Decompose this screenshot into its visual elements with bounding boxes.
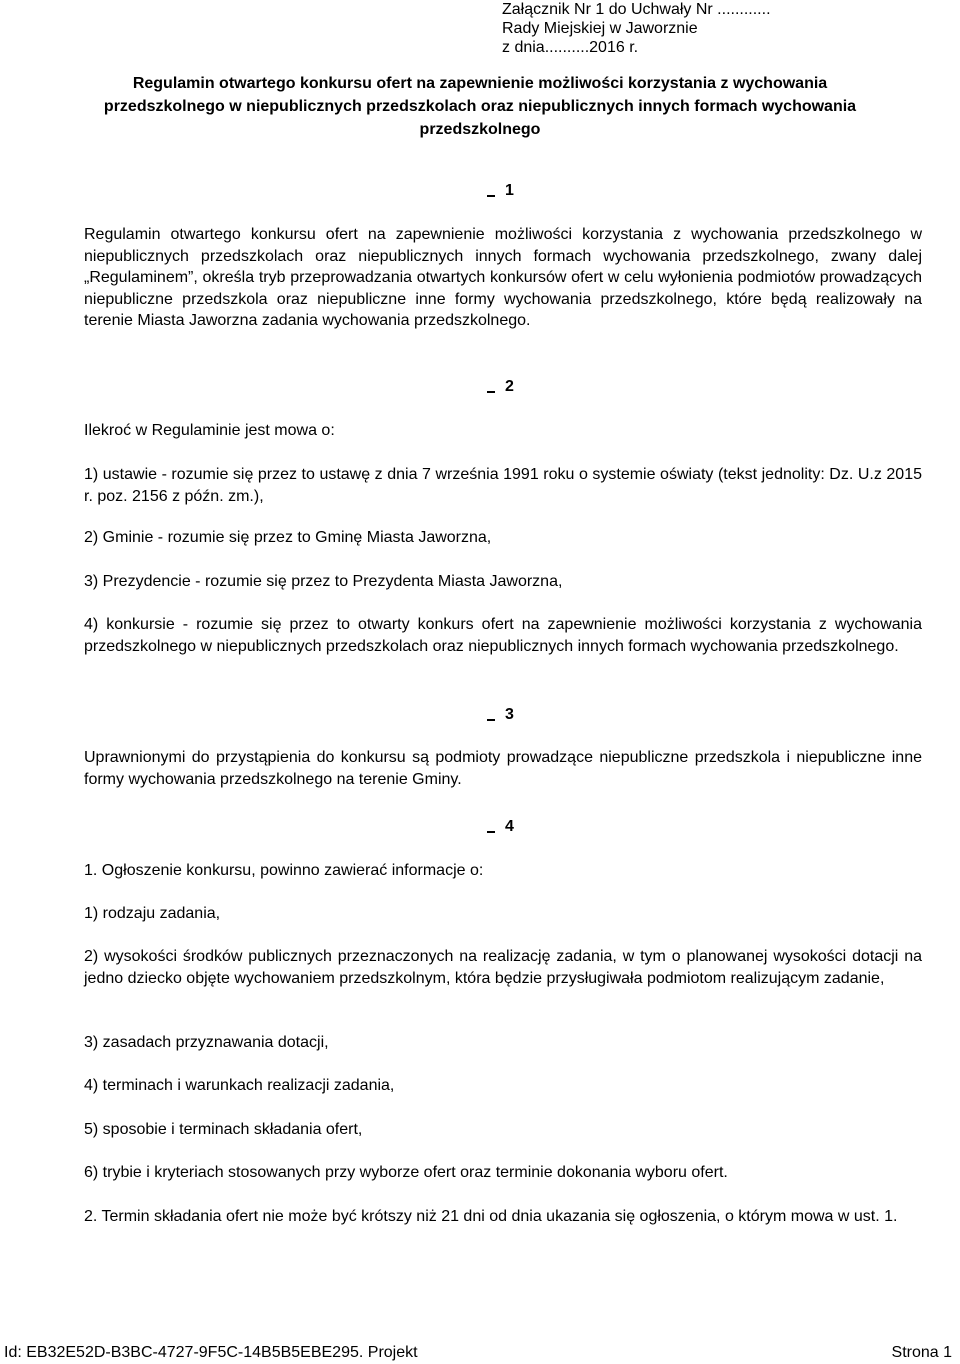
section-mark-icon [487,711,495,721]
section-mark-icon [487,187,495,197]
section-1-heading [487,182,514,200]
section-2-number: 2 [505,378,514,395]
section-2-item-3: 3) Prezydencie - rozumie się przez to Prezydenta Miasta Jaworzna, [84,573,563,590]
section-3-text: Uprawnionymi do przystąpienia do konkursu są podmioty prowadzące niepubliczne przedszkola i niepubliczne inne formy wychowania przedszkolnego na terenie Gminy. [84,749,922,788]
section-1-text: Regulamin otwartego konkursu ofert na zapewnienie możliwości korzystania z wychowania przedszkolnego w niepublicznych przedszkolach oraz niepublicznych innych formach wychowania przedszkolnego, zwany dalej „Regulaminem”, określa tryb przeprowadzania otwartych konkursów ofert w celu wyłonienia podmiotów prowadzących niepubliczne przedszkola oraz niepubliczne inne formy wychowania przedszkolnego, które będą realizowały na terenie Miasta Jaworzna zadania wychowania przedszkolnego. [84,226,922,329]
section-mark-icon [487,383,495,393]
section-4-item-6: 6) trybie i kryteriach stosowanych przy wyborze ofert oraz terminie dokonania wyboru ofert. [84,1164,728,1181]
section-3-heading [487,706,514,724]
section-4-item-5: 5) sposobie i terminach składania ofert, [84,1121,363,1138]
header-line-1: Załącznik Nr 1 do Uchwały Nr ............ [502,1,771,18]
section-4-item-4: 4) terminach i warunkach realizacji zadania, [84,1077,395,1094]
section-2-item-4: 4) konkursie - rozumie się przez to otwarty konkurs ofert na zapewnienie możliwości korzystania z wychowania przedszkolnego w niepublicznych przedszkolach oraz niepublicznych innych formach wychowania przedszkolnego. [84,616,922,655]
section-4-heading [487,818,514,836]
header-line-3: z dnia..........2016 r. [502,39,639,56]
section-3-number: 3 [505,706,514,723]
document-id: Id: EB32E52D-B3BC-4727-9F5C-14B5B5EBE295. Projekt [4,1344,418,1361]
section-2-intro: Ilekroć w Regulaminie jest mowa o: [84,422,335,439]
section-4-paragraph-1: 1. Ogłoszenie konkursu, powinno zawierać informacje o: [84,862,484,879]
section-4-number: 4 [505,818,514,835]
section-4-paragraph-2: 2. Termin składania ofert nie może być krótszy niż 21 dni od dnia ukazania się ogłoszenia, o którym mowa w ust. 1. [84,1208,898,1225]
section-mark-icon [487,823,495,833]
attachment-header [502,0,771,57]
section-2-heading [487,378,514,396]
page-number: Strona 1 [891,1344,952,1361]
section-2-item-2: 2) Gminie - rozumie się przez to Gminę Miasta Jaworzna, [84,529,492,546]
section-4-item-3: 3) zasadach przyznawania dotacji, [84,1034,329,1051]
header-line-2: Rady Miejskiej w Jaworznie [502,20,698,37]
section-1-number: 1 [505,182,514,199]
section-4-item-1: 1) rodzaju zadania, [84,905,221,922]
section-2-item-1: 1) ustawie - rozumie się przez to ustawę z dnia 7 września 1991 roku o systemie oświaty (tekst jednolity: Dz. U.z 2015 r. poz. 2156 z późn. zm.), [84,466,922,505]
section-4-item-2: 2) wysokości środków publicznych przeznaczonych na realizację zadania, w tym o planowanej wysokości dotacji na jedno dziecko objęte wychowaniem przedszkolnym, która będzie przysługiwała podmiotom realizującym zadanie, [84,948,922,987]
document-title: Regulamin otwartego konkursu ofert na zapewnienie możliwości korzystania z wychowania przedszkolnego w niepublicznych przedszkolach oraz niepublicznych innych formach wychowania przedszkolnego [103,75,857,138]
